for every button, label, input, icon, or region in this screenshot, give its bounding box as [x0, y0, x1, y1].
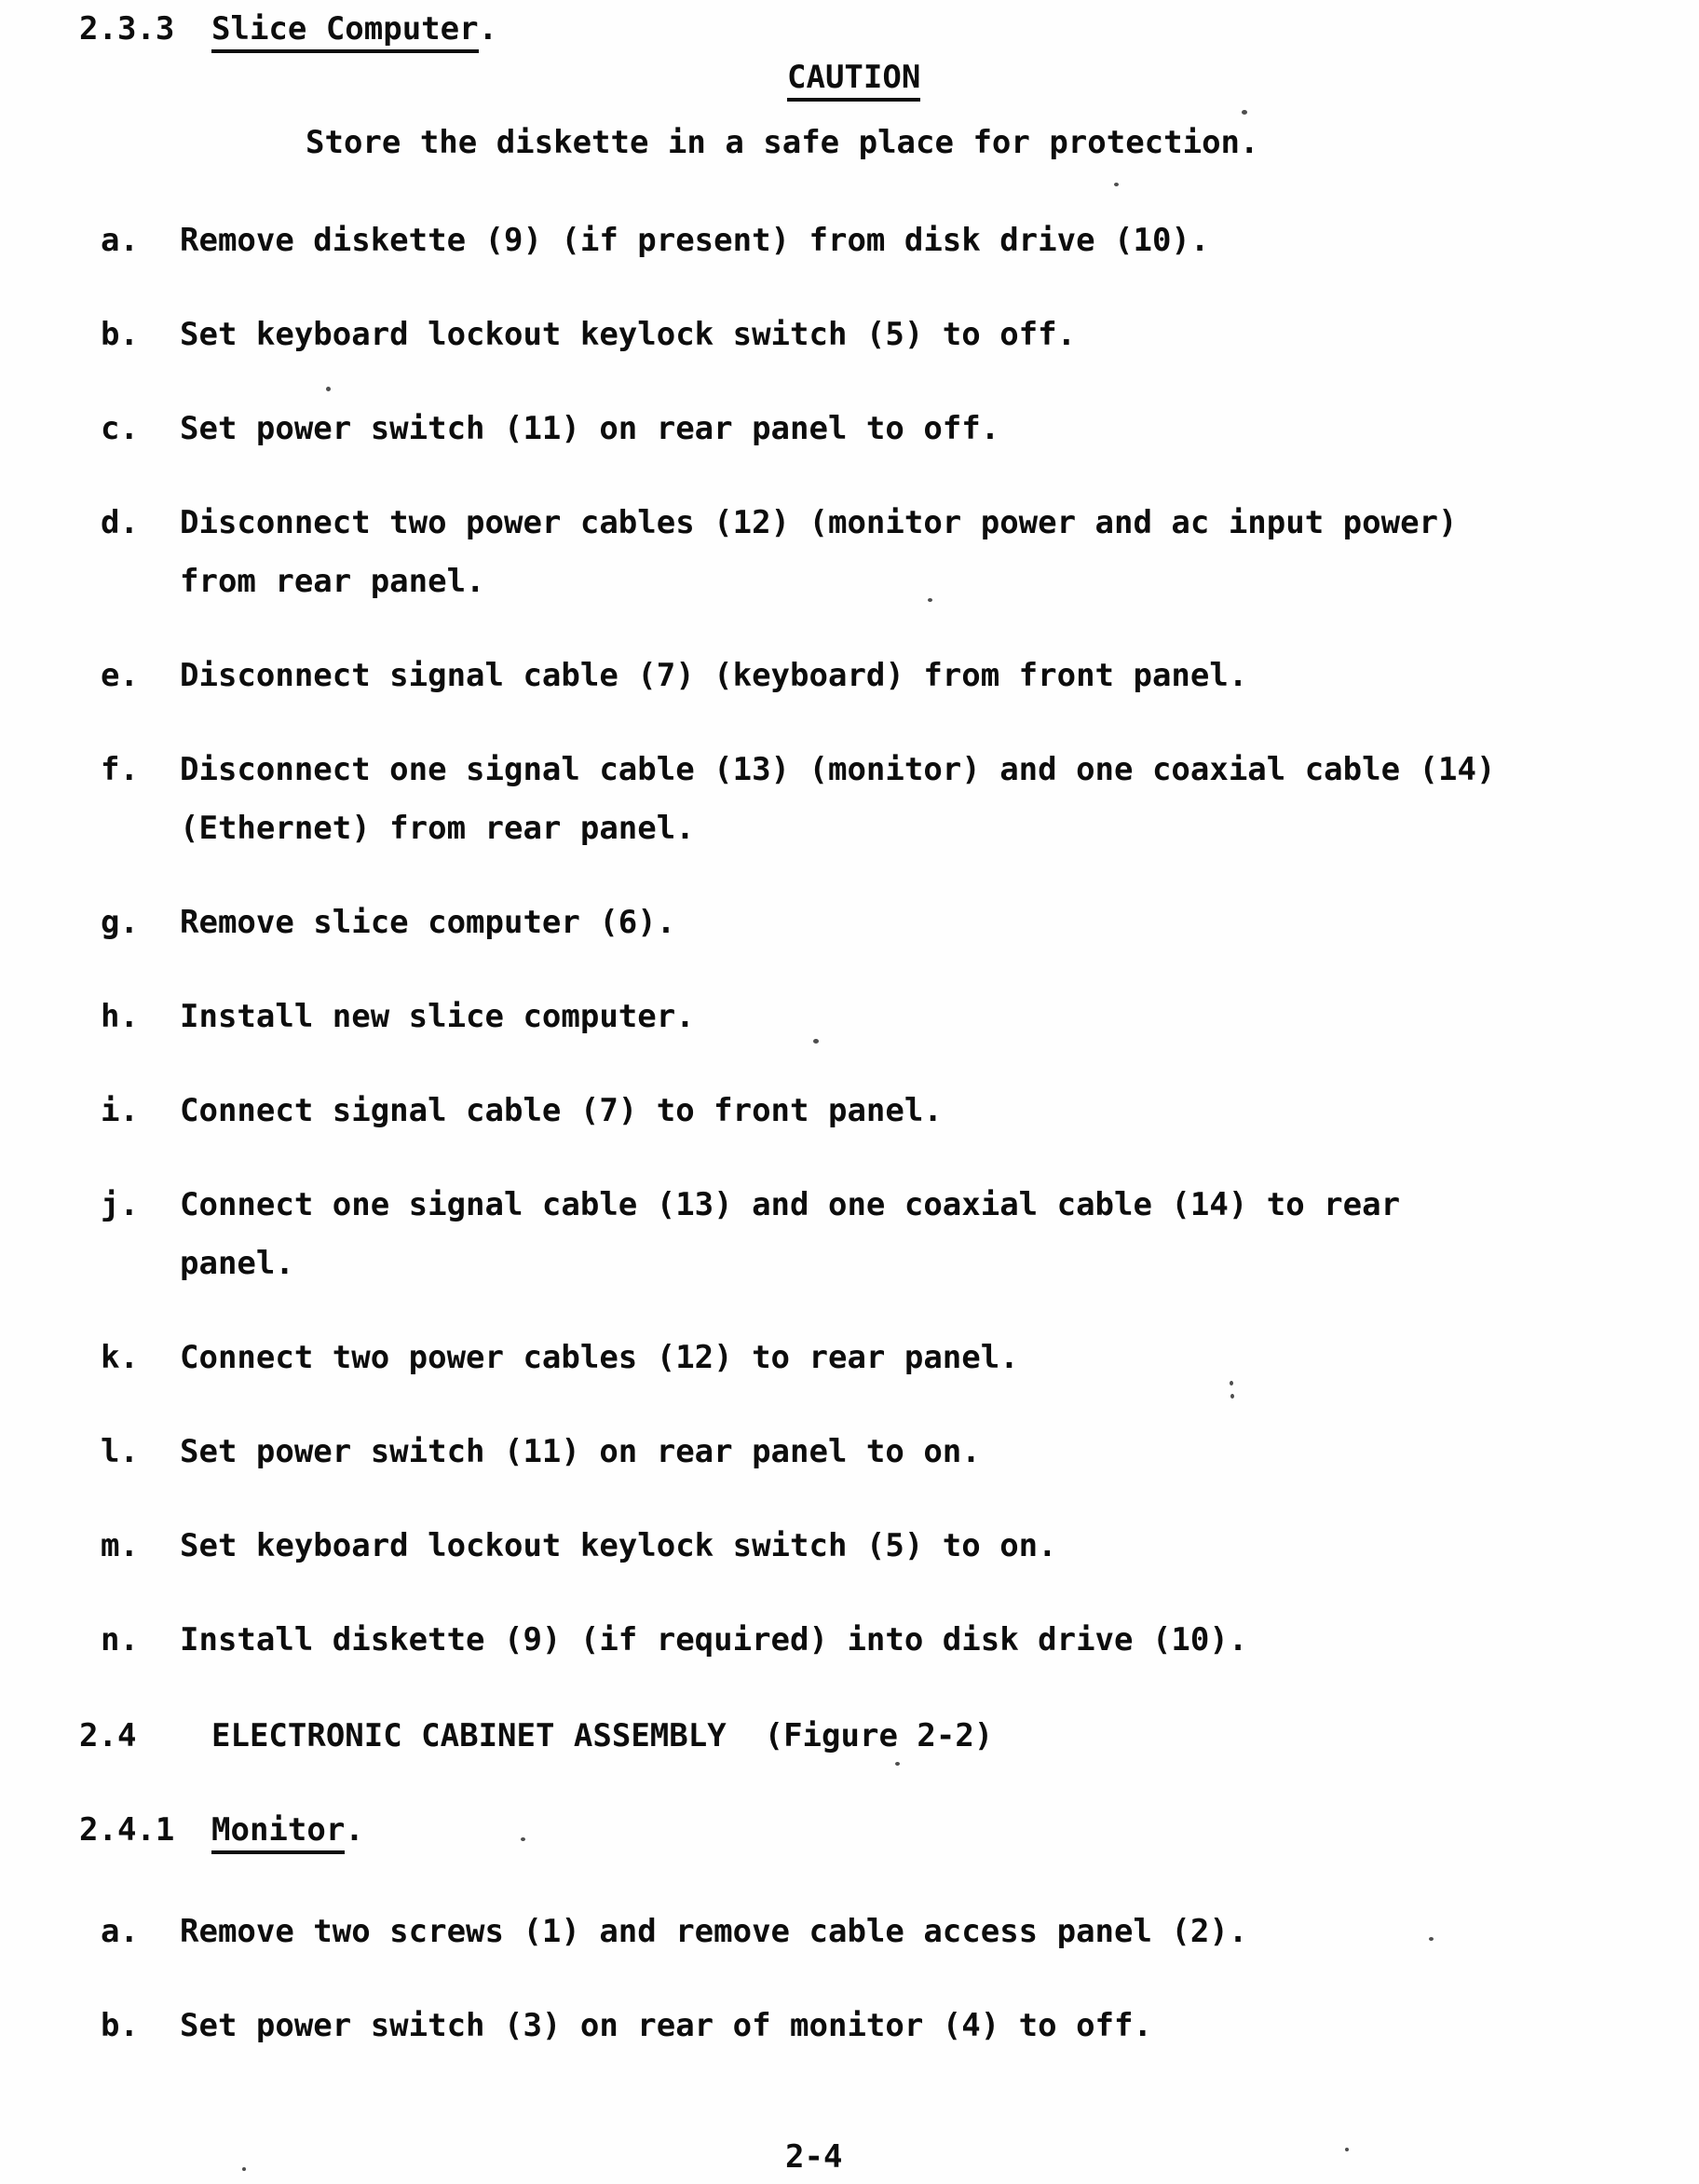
- section-title-period: .: [478, 10, 498, 48]
- monitor-step-b: [0, 1997, 1699, 2055]
- step-l: [0, 1423, 1699, 1481]
- step-text: Set keyboard lockout keylock switch (5) to on.: [180, 1527, 1057, 1564]
- section-title-text: Monitor: [211, 1811, 345, 1854]
- scan-speck: [1230, 1381, 1233, 1385]
- step-letter: h.: [101, 998, 139, 1035]
- step-a: [0, 212, 1699, 270]
- scan-speck: [1230, 1394, 1234, 1399]
- step-letter: a.: [101, 222, 139, 259]
- scan-speck: [1429, 1937, 1434, 1941]
- step-text: Install new slice computer.: [180, 998, 695, 1035]
- step-text: Remove diskette (9) (if present) from disk drive (10).: [180, 222, 1210, 259]
- step-letter: c.: [101, 410, 139, 447]
- scan-speck: [1345, 2148, 1349, 2151]
- step-b: [0, 306, 1699, 364]
- section-title: [211, 1801, 1699, 1860]
- scan-speck: [1242, 110, 1247, 115]
- step-letter: b.: [101, 316, 139, 353]
- step-h: [0, 988, 1699, 1046]
- monitor-step-a: [0, 1903, 1699, 1961]
- step-text: Set power switch (3) on rear of monitor (4) to off.: [180, 2007, 1152, 2044]
- step-text: Connect one signal cable (13) and one coaxial cable (14) to rear: [180, 1186, 1401, 1223]
- step-d: [0, 494, 1699, 611]
- procedure-step-list: [0, 212, 1699, 1705]
- step-letter: l.: [101, 1433, 139, 1470]
- monitor-step-list: [0, 1903, 1699, 2091]
- scan-speck: [895, 1762, 900, 1766]
- section-title-text: Slice Computer: [211, 10, 479, 53]
- step-e: [0, 647, 1699, 705]
- caution-heading-text: CAUTION: [787, 59, 920, 102]
- step-text-continued: from rear panel.: [180, 563, 485, 600]
- scan-speck: [1114, 183, 1119, 186]
- step-i: [0, 1082, 1699, 1140]
- step-letter: g.: [101, 904, 139, 941]
- page-number: 2-4: [785, 2138, 843, 2176]
- scan-speck: [928, 598, 932, 602]
- step-letter: b.: [101, 2007, 139, 2044]
- step-text: Disconnect two power cables (12) (monitor power and ac input power): [180, 504, 1458, 541]
- step-letter: m.: [101, 1527, 139, 1564]
- section-heading-2-4-1: [0, 1801, 1699, 1860]
- step-letter: d.: [101, 504, 139, 541]
- step-text: Set keyboard lockout keylock switch (5) to off.: [180, 316, 1077, 353]
- section-title: [211, 0, 1699, 59]
- step-text: Set power switch (11) on rear panel to on.: [180, 1433, 981, 1470]
- step-f: [0, 741, 1699, 858]
- scan-speck: [326, 387, 331, 391]
- step-text: Remove slice computer (6).: [180, 904, 676, 941]
- step-letter: j.: [101, 1186, 139, 1223]
- step-letter: a.: [101, 1913, 139, 1950]
- step-n: [0, 1611, 1699, 1670]
- step-text: Disconnect signal cable (7) (keyboard) from front panel.: [180, 657, 1248, 694]
- step-text-continued: (Ethernet) from rear panel.: [180, 810, 695, 847]
- step-letter: e.: [101, 657, 139, 694]
- step-text: Connect signal cable (7) to front panel.: [180, 1092, 943, 1129]
- section-number: 2.4.1: [79, 1811, 175, 1849]
- step-c: [0, 400, 1699, 458]
- step-text-continued: panel.: [180, 1245, 294, 1282]
- step-text: Connect two power cables (12) to rear panel.: [180, 1339, 1019, 1376]
- step-letter: k.: [101, 1339, 139, 1376]
- step-m: [0, 1517, 1699, 1576]
- step-j: [0, 1176, 1699, 1293]
- step-text: Disconnect one signal cable (13) (monitor) and one coaxial cable (14): [180, 751, 1496, 788]
- step-text: Set power switch (11) on rear panel to off.: [180, 410, 1000, 447]
- section-number: 2.4: [79, 1717, 137, 1754]
- section-title-period: .: [345, 1811, 364, 1849]
- scan-speck: [242, 2167, 246, 2171]
- section-heading-2-4: [0, 1707, 1699, 1766]
- caution-body: Store the diskette in a safe place for protection.: [306, 124, 1259, 161]
- caution-heading: [787, 48, 920, 107]
- step-k: [0, 1329, 1699, 1387]
- step-letter: n.: [101, 1621, 139, 1658]
- section-title: ELECTRONIC CABINET ASSEMBLY (Figure 2-2): [211, 1717, 994, 1754]
- step-g: [0, 894, 1699, 952]
- scan-speck: [813, 1039, 819, 1044]
- scan-speck: [521, 1837, 525, 1841]
- section-number: 2.3.3: [79, 10, 175, 48]
- step-letter: f.: [101, 751, 139, 788]
- step-letter: i.: [101, 1092, 139, 1129]
- step-text: Remove two screws (1) and remove cable access panel (2).: [180, 1913, 1248, 1950]
- step-text: Install diskette (9) (if required) into disk drive (10).: [180, 1621, 1248, 1658]
